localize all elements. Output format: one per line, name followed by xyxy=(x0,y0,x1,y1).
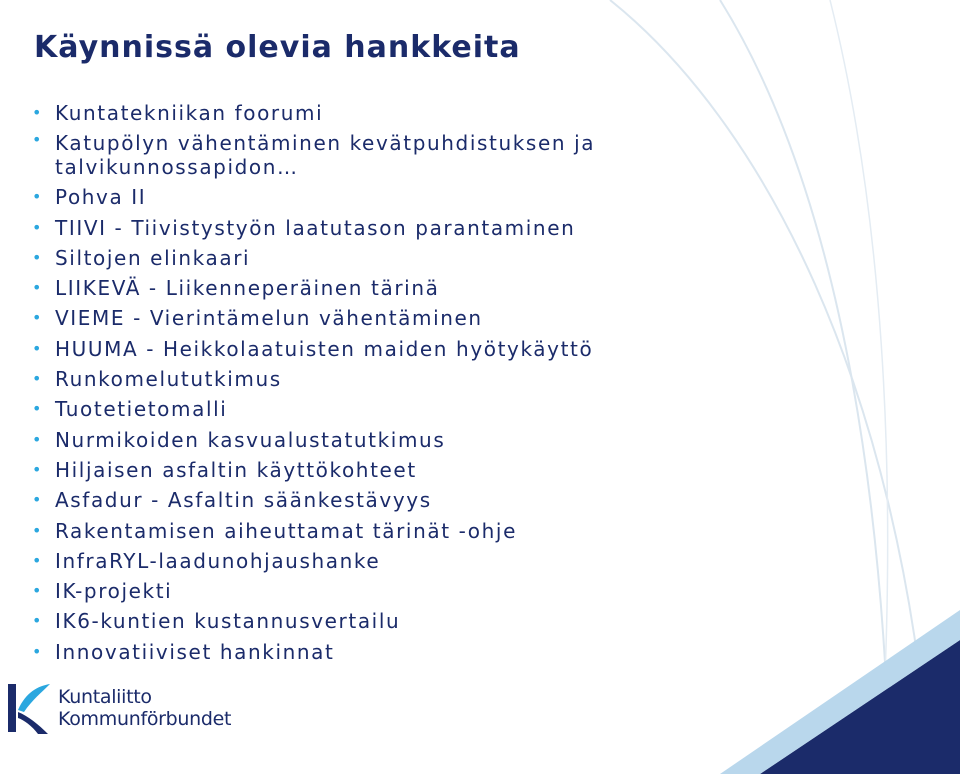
list-item xyxy=(30,243,730,273)
list-item-text: Innovatiiviset hankinnat xyxy=(55,639,335,664)
logo-line-1: Kuntaliitto xyxy=(58,686,152,708)
list-item-text: Pohva II xyxy=(55,185,147,210)
slide-title: Käynnissä olevia hankkeita xyxy=(34,30,521,65)
arc-middle xyxy=(720,0,890,774)
list-item-text: TIIVI - Tiivistystyön laatutason parantaminen xyxy=(55,215,576,240)
list-item-text: IK-projekti xyxy=(55,579,173,604)
logo-text xyxy=(58,686,231,730)
list-item xyxy=(30,303,730,333)
list-item xyxy=(30,455,730,485)
bullet-icon: • xyxy=(32,278,44,298)
list-item-text: Runkomelututkimus xyxy=(55,367,282,392)
list-item-text: VIEME - Vierintämelun vähentäminen xyxy=(55,306,483,331)
bullet-icon: • xyxy=(32,308,44,328)
bullet-icon: • xyxy=(32,611,44,631)
bullet-icon: • xyxy=(32,187,44,207)
bullet-icon: • xyxy=(32,338,44,358)
bullet-icon: • xyxy=(32,520,44,540)
list-item xyxy=(30,394,730,424)
project-list xyxy=(30,98,730,667)
bullet-icon: • xyxy=(32,103,44,122)
bullet-icon: • xyxy=(32,490,44,510)
kuntaliitto-k-icon xyxy=(6,680,52,736)
bullet-icon: • xyxy=(32,369,44,389)
list-item-text: Asfadur - Asfaltin säänkestävyys xyxy=(55,488,432,513)
list-item-text: LIIKEVÄ - Liikenneperäinen tärinä xyxy=(55,276,440,301)
bullet-icon: • xyxy=(32,217,44,237)
list-item xyxy=(30,213,730,243)
list-item xyxy=(30,128,695,182)
list-item xyxy=(30,576,730,606)
logo-line-2: Kommunförbundet xyxy=(58,708,232,730)
list-item xyxy=(30,485,730,515)
bullet-icon: • xyxy=(32,459,44,479)
bullet-icon: • xyxy=(32,429,44,449)
list-item xyxy=(30,637,730,667)
list-item xyxy=(30,98,730,128)
list-item-text: HUUMA - Heikkolaatuisten maiden hyötykäyttö xyxy=(55,336,594,361)
list-item xyxy=(30,606,730,636)
bullet-icon: • xyxy=(32,581,44,601)
list-item-text: IK6-kuntien kustannusvertailu xyxy=(55,609,401,634)
bullet-icon: • xyxy=(32,399,44,419)
arc-inner xyxy=(830,0,888,774)
list-item-text: Katupölyn vähentäminen kevätpuhdistuksen ja talvikunnossapidon… xyxy=(55,131,596,180)
list-item xyxy=(30,334,730,364)
list-item-text: Siltojen elinkaari xyxy=(55,245,251,270)
list-item-text: InfraRYL-laadunohjaushanke xyxy=(55,548,381,573)
list-item xyxy=(30,516,730,546)
list-item xyxy=(30,182,730,212)
bullet-icon: • xyxy=(32,130,44,150)
list-item-text: Rakentamisen aiheuttamat tärinät -ohje xyxy=(55,518,517,543)
bullet-icon: • xyxy=(32,550,44,570)
bullet-icon: • xyxy=(32,641,44,661)
list-item-text: Nurmikoiden kasvualustatutkimus xyxy=(55,427,446,452)
list-item-text: Tuotetietomalli xyxy=(55,397,228,422)
list-item xyxy=(30,273,730,303)
kuntaliitto-logo xyxy=(6,680,256,740)
list-item xyxy=(30,364,730,394)
list-item-text: Hiljaisen asfaltin käyttökohteet xyxy=(55,457,417,482)
list-item-text: Kuntatekniikan foorumi xyxy=(55,101,324,125)
bullet-icon: • xyxy=(32,247,44,267)
list-item xyxy=(30,425,730,455)
list-item xyxy=(30,546,730,576)
